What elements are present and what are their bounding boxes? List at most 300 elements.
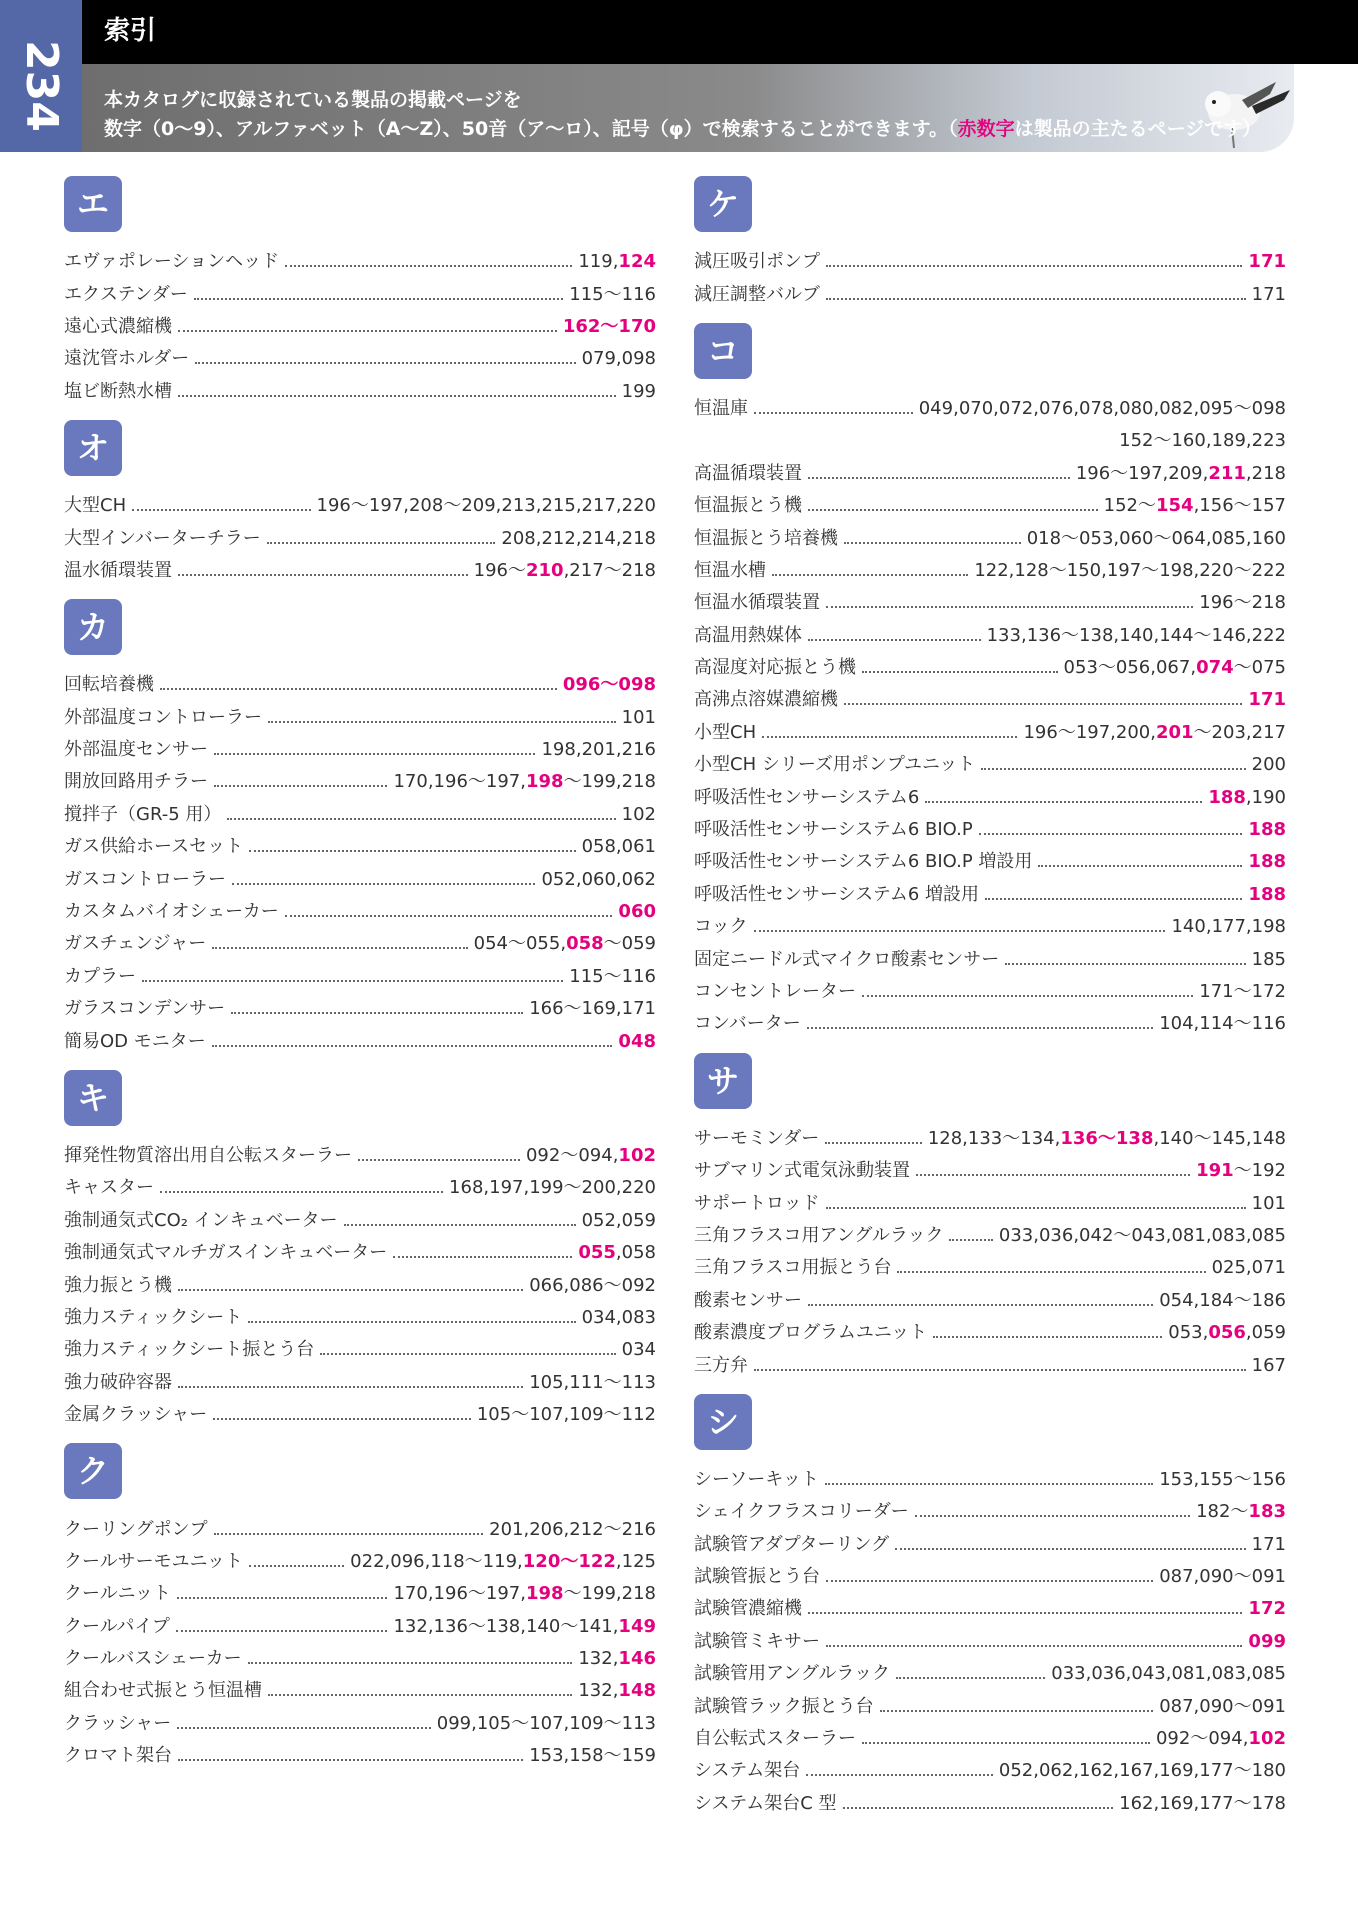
index-entry	[694, 1593, 1286, 1625]
dot-leader	[212, 947, 467, 949]
entry-pages	[1252, 754, 1286, 776]
dot-leader	[393, 1256, 572, 1258]
index-entry	[694, 879, 1286, 911]
main-page-number: 148	[618, 1680, 656, 1702]
index-section	[64, 1443, 656, 1772]
index-entry	[694, 684, 1286, 716]
entry-name: 強制通気式CO₂ インキュベーター	[64, 1209, 338, 1231]
index-entry	[694, 1123, 1286, 1155]
entry-pages	[526, 1145, 656, 1167]
page-number-segment: ,125	[615, 1550, 656, 1572]
main-page-number: 210	[525, 559, 564, 581]
entry-pages	[1159, 1566, 1286, 1588]
page-number-segment: ,059	[1245, 1322, 1286, 1344]
index-entry	[694, 1723, 1286, 1755]
page-number-segment: 208,212,214,218	[501, 527, 656, 549]
index-entry	[64, 1140, 656, 1172]
page-number-segment: 101	[1251, 1192, 1286, 1214]
page-number-segment: 105,111～113	[529, 1371, 656, 1393]
dot-leader	[285, 265, 572, 267]
dot-leader	[195, 362, 575, 364]
entry-pages	[622, 1339, 656, 1361]
entry-pages	[1196, 1501, 1286, 1523]
entry-name: カプラー	[64, 965, 136, 987]
dot-leader	[178, 1386, 523, 1388]
entry-name: 試験管濃縮機	[694, 1598, 802, 1620]
index-entry	[694, 846, 1286, 878]
entry-name: システム架台	[694, 1760, 801, 1782]
entry-name: クーリングポンプ	[64, 1518, 208, 1540]
entry-name: シェイクフラスコリーダー	[694, 1501, 909, 1523]
entry-name: 高沸点溶媒濃縮機	[694, 689, 838, 711]
index-section	[64, 599, 656, 1058]
index-section	[64, 420, 656, 587]
entry-name: 試験管用アングルラック	[694, 1663, 891, 1685]
index-entry	[64, 555, 656, 587]
entry-name: 高湿度対応振とう機	[694, 657, 856, 679]
page-number-segment: ～059	[603, 933, 656, 955]
entry-name: クールバスシェーカー	[64, 1648, 242, 1670]
dot-leader	[268, 721, 616, 723]
index-entry	[694, 943, 1286, 975]
main-page-number: 074	[1196, 657, 1234, 679]
intro-line-2	[104, 115, 1261, 144]
entry-name: 酸素センサー	[694, 1289, 802, 1311]
dot-leader	[754, 412, 913, 414]
dot-leader	[862, 995, 1193, 997]
entry-name: 三角フラスコ用振とう台	[694, 1257, 892, 1279]
entry-pages	[987, 625, 1286, 647]
page-number-segment: 052,062,162,167,169,177～180	[998, 1760, 1286, 1782]
dot-leader	[160, 688, 557, 690]
dot-leader	[214, 1533, 483, 1535]
entry-pages	[618, 901, 656, 923]
dot-leader	[232, 883, 535, 885]
index-entry	[64, 799, 656, 831]
dot-leader	[808, 477, 1070, 479]
entry-pages	[1159, 1290, 1286, 1312]
entry-name: シーソーキット	[694, 1468, 819, 1490]
main-page-number: 188	[1208, 786, 1246, 808]
dot-leader	[897, 1271, 1205, 1273]
index-entry	[694, 555, 1286, 587]
entry-name: 塩ビ断熱水槽	[64, 380, 172, 402]
index-entry	[694, 1658, 1286, 1690]
page-number-segment: ～199,218	[563, 771, 656, 793]
index-entry	[694, 1788, 1286, 1820]
index-entry	[694, 1187, 1286, 1219]
entry-pages	[1076, 463, 1286, 485]
page-number-segment: 182～	[1196, 1501, 1249, 1523]
dot-leader	[178, 1759, 523, 1761]
dot-leader	[981, 768, 1245, 770]
index-section	[64, 1070, 656, 1432]
page-number-segment: ,217～218	[563, 559, 656, 581]
main-page-number: 201	[1155, 721, 1194, 743]
index-entry	[64, 1611, 656, 1643]
index-entry	[64, 928, 656, 960]
dot-leader	[142, 980, 563, 982]
dot-leader	[916, 1174, 1190, 1176]
entry-pages	[317, 495, 656, 517]
entry-pages	[578, 1680, 656, 1702]
entry-name: クラッシャー	[64, 1712, 172, 1734]
entry-name: 減圧吸引ポンプ	[694, 251, 820, 273]
dot-leader	[949, 1239, 992, 1241]
dot-leader	[896, 1677, 1045, 1679]
page-number-segment: 102	[621, 803, 656, 825]
page-number-segment: 115～116	[569, 965, 656, 987]
index-entry	[64, 1740, 656, 1772]
main-page-number: 136～138	[1060, 1127, 1154, 1149]
dot-leader	[285, 915, 613, 917]
index-entry	[694, 587, 1286, 619]
entry-pages	[541, 739, 656, 761]
entry-name: 試験管ミキサー	[694, 1630, 820, 1652]
entry-name: エクステンダー	[64, 283, 188, 305]
page-number-segment: 132,136～138,140～141,	[393, 1615, 619, 1637]
page-number-segment: 053,	[1168, 1322, 1209, 1344]
dot-leader	[1005, 963, 1245, 965]
intro-line-1: 本カタログに収録されている製品の掲載ページを	[104, 89, 522, 111]
index-entry	[64, 490, 656, 522]
dot-leader	[862, 671, 1058, 673]
entry-pages	[1171, 916, 1286, 938]
dot-leader	[825, 1483, 1153, 1485]
entry-name: ガラスコンデンサー	[64, 998, 226, 1020]
entry-pages	[1196, 1160, 1286, 1182]
index-entry	[64, 1643, 656, 1675]
page-number-segment: ～203,217	[1193, 721, 1286, 743]
index-entry	[64, 278, 656, 310]
index-entry	[64, 246, 656, 278]
page-number-segment: ～199,218	[563, 1583, 656, 1605]
entry-name: 高温循環装置	[694, 462, 802, 484]
entry-name: 簡易OD モニター	[64, 1030, 206, 1052]
entry-name: コンバーター	[694, 1013, 801, 1035]
page-number-segment: 153,158～159	[529, 1745, 656, 1767]
entry-name: キャスター	[64, 1177, 154, 1199]
index-entry	[64, 702, 656, 734]
dot-leader	[895, 1548, 1246, 1550]
kana-heading-badge: サ	[694, 1053, 752, 1109]
index-entry	[64, 863, 656, 895]
dot-leader	[806, 1774, 993, 1776]
index-entry	[694, 620, 1286, 652]
entry-pages	[1248, 819, 1286, 841]
index-entry	[694, 1529, 1286, 1561]
entry-pages	[1168, 1322, 1286, 1344]
main-page-number: 120～122	[522, 1550, 616, 1572]
dot-leader	[178, 574, 468, 576]
dot-leader	[267, 542, 496, 544]
index-entry	[64, 1367, 656, 1399]
entry-pages	[1051, 1663, 1286, 1685]
index-entry	[694, 1285, 1286, 1317]
page-number-segment: 066,086～092	[529, 1274, 656, 1296]
page-number-segment: 092～094,	[525, 1145, 619, 1166]
main-page-number: 198	[525, 1583, 564, 1605]
index-entry	[64, 1399, 656, 1431]
page-number-segment: 033,036,043,081,083,085	[1051, 1663, 1286, 1685]
dot-leader	[248, 1662, 573, 1664]
entry-pages	[1119, 1793, 1286, 1815]
dot-leader	[826, 1645, 1242, 1647]
entry-pages	[1199, 592, 1286, 614]
index-entry	[64, 1269, 656, 1301]
entry-pages	[1156, 1728, 1286, 1750]
entry-pages	[1104, 495, 1286, 517]
dot-leader	[762, 736, 1017, 738]
page-number-segment: 079,098	[581, 348, 656, 370]
page-number-segment: 152～160,189,223	[1119, 430, 1286, 452]
index-entry	[64, 1025, 656, 1057]
dot-leader	[843, 1807, 1114, 1809]
entry-name: 小型CH	[694, 721, 757, 743]
index-entry	[694, 717, 1286, 749]
entry-name: 遠沈管ホルダー	[64, 348, 190, 370]
page-number-segment: 170,196～197,	[393, 1583, 526, 1605]
dot-leader	[826, 606, 1193, 608]
entry-name: 金属クラッシャー	[64, 1404, 208, 1426]
entry-pages	[582, 836, 656, 858]
index-section	[694, 323, 1286, 1041]
entry-pages	[1212, 1257, 1286, 1279]
page-number-segment: 162,169,177～178	[1119, 1792, 1286, 1814]
entry-name: 強力スティックシート振とう台	[64, 1339, 315, 1361]
entry-pages	[1023, 722, 1286, 744]
index-entry	[694, 652, 1286, 684]
entry-name: 三方弁	[694, 1354, 748, 1376]
index-entry	[64, 993, 656, 1025]
entry-name: 恒温振とう培養機	[694, 527, 838, 549]
index-entry	[694, 458, 1286, 490]
entry-pages	[1248, 251, 1286, 273]
entry-name: 呼吸活性センサーシステム6 BIO.P	[694, 819, 973, 841]
index-entry	[694, 246, 1286, 278]
entry-name: エヴァポレーションヘッド	[64, 251, 280, 273]
page-number-segment: 198,201,216	[541, 739, 656, 761]
index-entry	[64, 1513, 656, 1545]
index-section	[694, 176, 1286, 311]
page-number-segment: 025,071	[1211, 1257, 1286, 1279]
entry-pages	[618, 1031, 656, 1053]
entry-pages	[529, 998, 656, 1020]
entry-pages	[1252, 949, 1286, 971]
index-entry	[64, 1172, 656, 1204]
entry-pages	[1248, 1598, 1286, 1620]
dot-leader	[194, 298, 563, 300]
dot-leader	[880, 1710, 1154, 1712]
page-number-segment: 099,105～107,109～113	[436, 1712, 656, 1734]
entry-name: 強力破砕容器	[64, 1371, 172, 1393]
page-number-segment: 152～	[1103, 495, 1156, 517]
dot-leader	[227, 818, 615, 820]
dot-leader	[985, 898, 1242, 900]
page-number-segment: ,058	[615, 1242, 656, 1264]
dot-leader	[825, 1142, 922, 1144]
index-entry	[694, 522, 1286, 554]
entry-pages	[1064, 657, 1286, 679]
index-entry	[694, 1317, 1286, 1349]
entry-name: 外部温度コントローラー	[64, 706, 262, 728]
dot-leader	[231, 1012, 523, 1014]
page-number-segment: 140,177,198	[1171, 916, 1286, 938]
entry-pages	[1252, 1355, 1286, 1377]
entry-pages	[449, 1177, 656, 1199]
page-number-segment: 034,083	[581, 1306, 656, 1328]
entry-pages	[1119, 430, 1286, 452]
page-number-segment: 054～055,	[473, 933, 567, 955]
kana-heading-badge: コ	[694, 323, 752, 379]
entry-pages	[541, 869, 656, 891]
index-entry	[694, 1690, 1286, 1722]
page-number-segment: 196～218	[1199, 592, 1286, 614]
entry-name: 外部温度センサー	[64, 739, 208, 761]
main-page-number: 096～098	[562, 674, 656, 696]
dot-leader	[214, 753, 535, 755]
main-page-number: 188	[1248, 883, 1286, 905]
entry-name: 恒温庫	[694, 397, 748, 419]
page-number-segment: 115～116	[569, 283, 656, 305]
main-page-number: 154	[1155, 495, 1194, 517]
index-entry	[64, 734, 656, 766]
dot-leader	[808, 1612, 1242, 1614]
main-page-number: 183	[1248, 1501, 1286, 1523]
intro-red-number-label: 赤数字	[957, 118, 1015, 140]
dot-leader	[933, 1336, 1162, 1338]
entry-name: 三角フラスコ用アングルラック	[694, 1224, 944, 1246]
page-number-segment: 196～197,209,	[1075, 462, 1209, 484]
intro-line-2-part-b: は製品の主たるページです）	[1014, 118, 1262, 140]
entry-name: コンセントレーター	[694, 981, 856, 1002]
page-number-segment: 119,	[578, 251, 619, 273]
main-page-number: 149	[618, 1615, 656, 1637]
entry-name: 固定ニードル式マイクロ酸素センサー	[694, 948, 1000, 970]
index-entry	[694, 490, 1286, 522]
entry-pages	[393, 1583, 656, 1605]
main-page-number: 048	[618, 1030, 656, 1052]
dot-leader	[826, 1207, 1246, 1209]
main-page-number: 102	[618, 1145, 656, 1166]
page-number-segment: 185	[1251, 948, 1286, 970]
dot-leader	[862, 1742, 1150, 1744]
index-entry	[64, 1578, 656, 1610]
entry-pages	[529, 1372, 656, 1394]
entry-pages	[477, 1404, 656, 1426]
entry-name: 試験管ラック振とう台	[694, 1695, 874, 1717]
dot-leader	[844, 542, 1021, 544]
main-page-number: 188	[1248, 819, 1286, 841]
page-number-segment: 022,096,118～119,	[350, 1550, 523, 1572]
entry-name: クールニット	[64, 1583, 171, 1605]
main-page-number: 171	[1248, 689, 1286, 711]
page-number-segment: 122,128～150,197～198,220～222	[974, 559, 1286, 581]
index-section	[694, 1053, 1286, 1382]
main-page-number: 146	[618, 1648, 656, 1670]
entry-pages	[529, 1275, 656, 1297]
entry-pages	[974, 560, 1286, 582]
main-page-number: 172	[1248, 1598, 1286, 1620]
page-number-segment: 171	[1251, 283, 1286, 305]
entry-pages	[578, 1242, 656, 1264]
page-number-segment: 153,155～156	[1159, 1468, 1286, 1490]
entry-pages	[350, 1551, 656, 1573]
entry-name: 減圧調整バルブ	[694, 283, 820, 305]
entry-pages	[1248, 1631, 1286, 1653]
page-number-segment: 133,136～138,140,144～146,222	[986, 624, 1286, 646]
entry-pages	[474, 560, 656, 582]
entry-name: 恒温水槽	[694, 559, 766, 581]
entry-name: 強制通気式マルチガスインキュベーター	[64, 1242, 388, 1264]
page-number-segment: 166～169,171	[529, 998, 656, 1020]
page-number-segment: ,156～157	[1193, 495, 1286, 517]
entry-pages	[437, 1713, 656, 1735]
index-section	[64, 176, 656, 408]
entry-name: 呼吸活性センサーシステム6	[694, 786, 920, 808]
entry-pages	[999, 1225, 1286, 1247]
index-entry	[694, 781, 1286, 813]
intro-line-2-part-a: 数字（0～9）、アルファベット（A～Z）、50音（ア～ロ）、記号（φ）で検索することができます。（	[104, 118, 958, 140]
dot-leader	[214, 785, 387, 787]
dot-leader	[826, 298, 1246, 300]
page-number-segment: 052,059	[581, 1209, 656, 1231]
index-entry	[64, 1205, 656, 1237]
intro-text	[104, 86, 1261, 144]
index-column-right	[694, 176, 1286, 1832]
entry-pages	[622, 804, 656, 826]
dot-leader	[826, 265, 1242, 267]
dot-leader	[249, 1565, 344, 1567]
dot-leader	[754, 930, 1166, 932]
dot-leader	[979, 833, 1243, 835]
page-number-segment: ,190	[1245, 786, 1286, 808]
entry-name: カスタムバイオシェーカー	[64, 901, 279, 923]
page-number-segment: 104,114～116	[1159, 1013, 1286, 1035]
index-entry	[64, 896, 656, 928]
dot-leader	[844, 703, 1242, 705]
index-entry	[64, 1334, 656, 1366]
page-number-segment: 087,090～091	[1159, 1566, 1286, 1588]
main-page-number: 060	[618, 901, 656, 923]
dot-leader	[268, 1694, 572, 1696]
dot-leader	[754, 1369, 1246, 1371]
entry-pages	[393, 771, 656, 793]
entry-pages	[1027, 528, 1286, 550]
index-entry	[64, 766, 656, 798]
page-number-segment: 171	[1251, 1533, 1286, 1555]
index-entry	[694, 1755, 1286, 1787]
index-entry	[694, 1626, 1286, 1658]
entry-name: クロマト架台	[64, 1745, 172, 1767]
entry-name: クールサーモユニット	[64, 1550, 243, 1572]
main-page-number: 162～170	[562, 315, 656, 337]
entry-pages	[501, 528, 656, 550]
entry-name: コック	[694, 916, 748, 938]
index-entry	[694, 1561, 1286, 1593]
entry-name: サーモミンダー	[694, 1127, 820, 1149]
kana-heading-badge: キ	[64, 1070, 122, 1126]
entry-name: ガス供給ホースセット	[64, 836, 244, 858]
entry-name: 酸素濃度プログラムユニット	[694, 1322, 928, 1344]
kana-heading-badge: ケ	[694, 176, 752, 232]
entry-pages	[1252, 1193, 1286, 1215]
page-number-segment: 018～053,060～064,085,160	[1026, 527, 1286, 549]
page-number-segment: 033,036,042～043,081,083,085	[998, 1224, 1286, 1246]
dot-leader	[213, 1418, 471, 1420]
entry-pages	[563, 674, 656, 696]
page-number-segment: 170,196～197,	[393, 771, 526, 793]
